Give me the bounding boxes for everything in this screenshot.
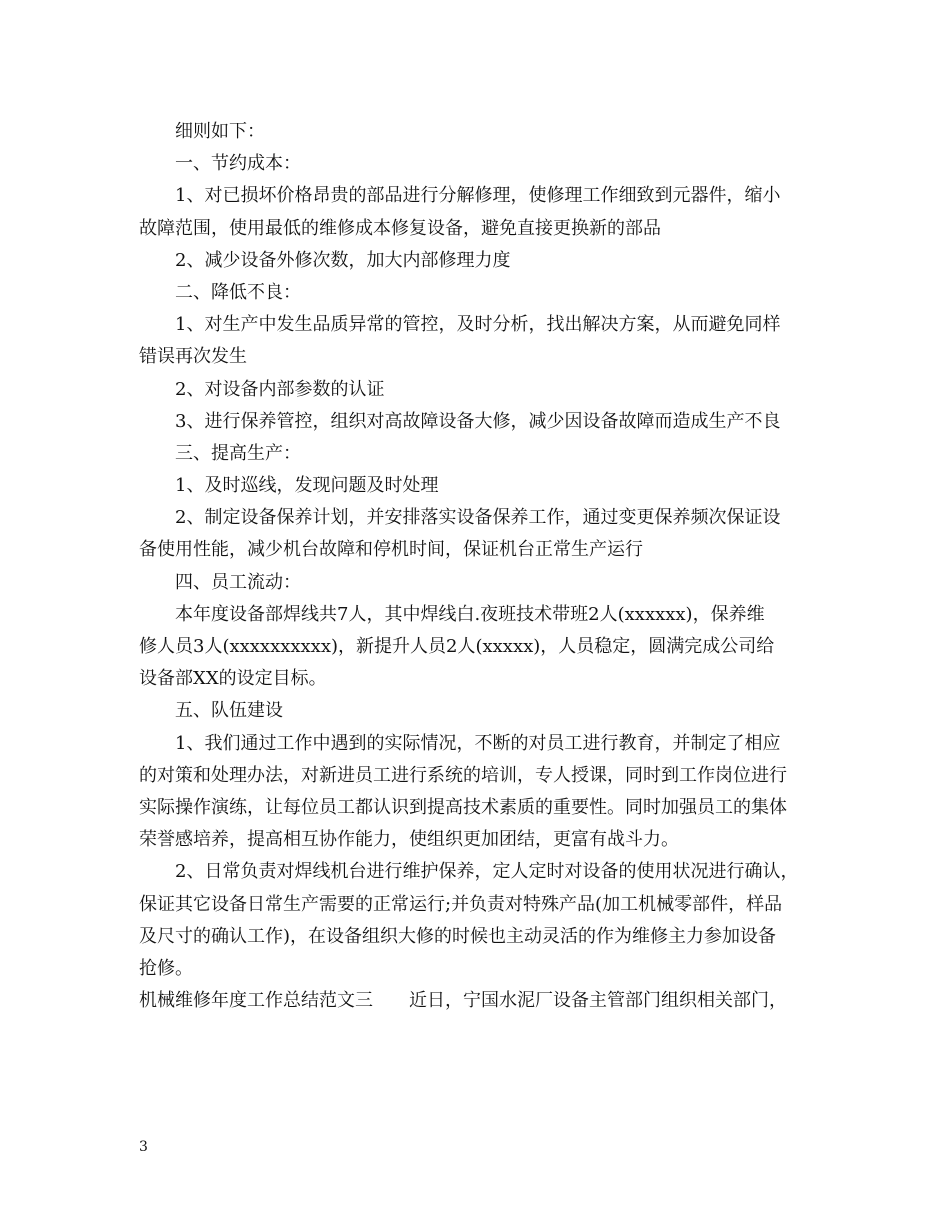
paragraph-line: 1、对生产中发生品质异常的管控，及时分析，找出解决方案，从而避免同样 [175,314,781,336]
paragraph-line: 故障范围，使用最低的维修成本修复设备，避免直接更换新的部品 [139,217,661,239]
paragraph-line: 2、制定设备保养计划，并安排落实设备保养工作，通过变更保养频次保证设 [175,507,781,529]
paragraph-line: 荣誉感培养，提高相互协作能力，使组织更加团结，更富有战斗力。 [139,829,679,851]
paragraph-line: 备使用性能，减少机台故障和停机时间，保证机台正常生产运行 [139,539,643,561]
paragraph-line: 3、进行保养管控，组织对高故障设备大修，减少因设备故障而造成生产不良 [175,410,781,432]
paragraph-line: 1、我们通过工作中遇到的实际情况，不断的对员工进行教育，并制定了相应 [175,732,781,754]
paragraph-line: 1、对已损坏价格昂贵的部品进行分解修理，使修理工作细致到元器件，缩小 [175,185,781,207]
paragraph-line: 1、及时巡线，发现问题及时处理 [175,475,439,497]
page-number: 3 [139,1139,148,1155]
paragraph-line: 2、日常负责对焊线机台进行维护保养，定人定时对设备的使用状况进行确认， [175,861,799,883]
paragraph-line: 2、对设备内部参数的认证 [175,378,385,400]
paragraph-intro: 细则如下： [175,121,265,142]
section-heading-reduce-defects: 二、降低不良： [175,281,301,303]
paragraph-line: 的对策和处理办法，对新进员工进行系统的培训，专人授课，同时到工作岗位进行 [139,764,787,786]
section-heading-improve-production: 三、提高生产： [175,442,301,464]
paragraph-line: 修人员3人(xxxxxxxxxx)，新提升人员2人(xxxxx)，人员稳定，圆满完成公司给 [139,636,775,657]
section-heading-team-building: 五、队伍建设 [175,700,283,722]
document-body [139,116,811,1017]
paragraph-line: 抢修。 [139,957,193,979]
paragraph-line: 本年度设备部焊线共7人，其中焊线白.夜班技术带班2人(xxxxxx)，保养维 [175,603,765,625]
paragraph-line: 保证其它设备日常生产需要的正常运行;并负责对特殊产品(加工机械零部件，样品 [139,893,783,915]
section-heading-cost-saving: 一、节约成本： [175,153,301,175]
next-article-heading-line: 机械维修年度工作总结范文三 近日，宁国水泥厂设备主管部门组织相关部门， [139,990,787,1012]
paragraph-line: 设备部XX的设定目标。 [139,668,327,690]
paragraph-line: 2、减少设备外修次数，加大内部修理力度 [175,249,511,271]
section-heading-staff-turnover: 四、员工流动： [175,571,301,593]
paragraph-line: 错误再次发生 [139,346,247,368]
paragraph-line: 及尺寸的确认工作)，在设备组织大修的时候也主动灵活的作为维修主力参加设备 [139,925,777,947]
paragraph-line: 实际操作演练，让每位员工都认识到提高技术素质的重要性。同时加强员工的集体 [139,796,787,818]
